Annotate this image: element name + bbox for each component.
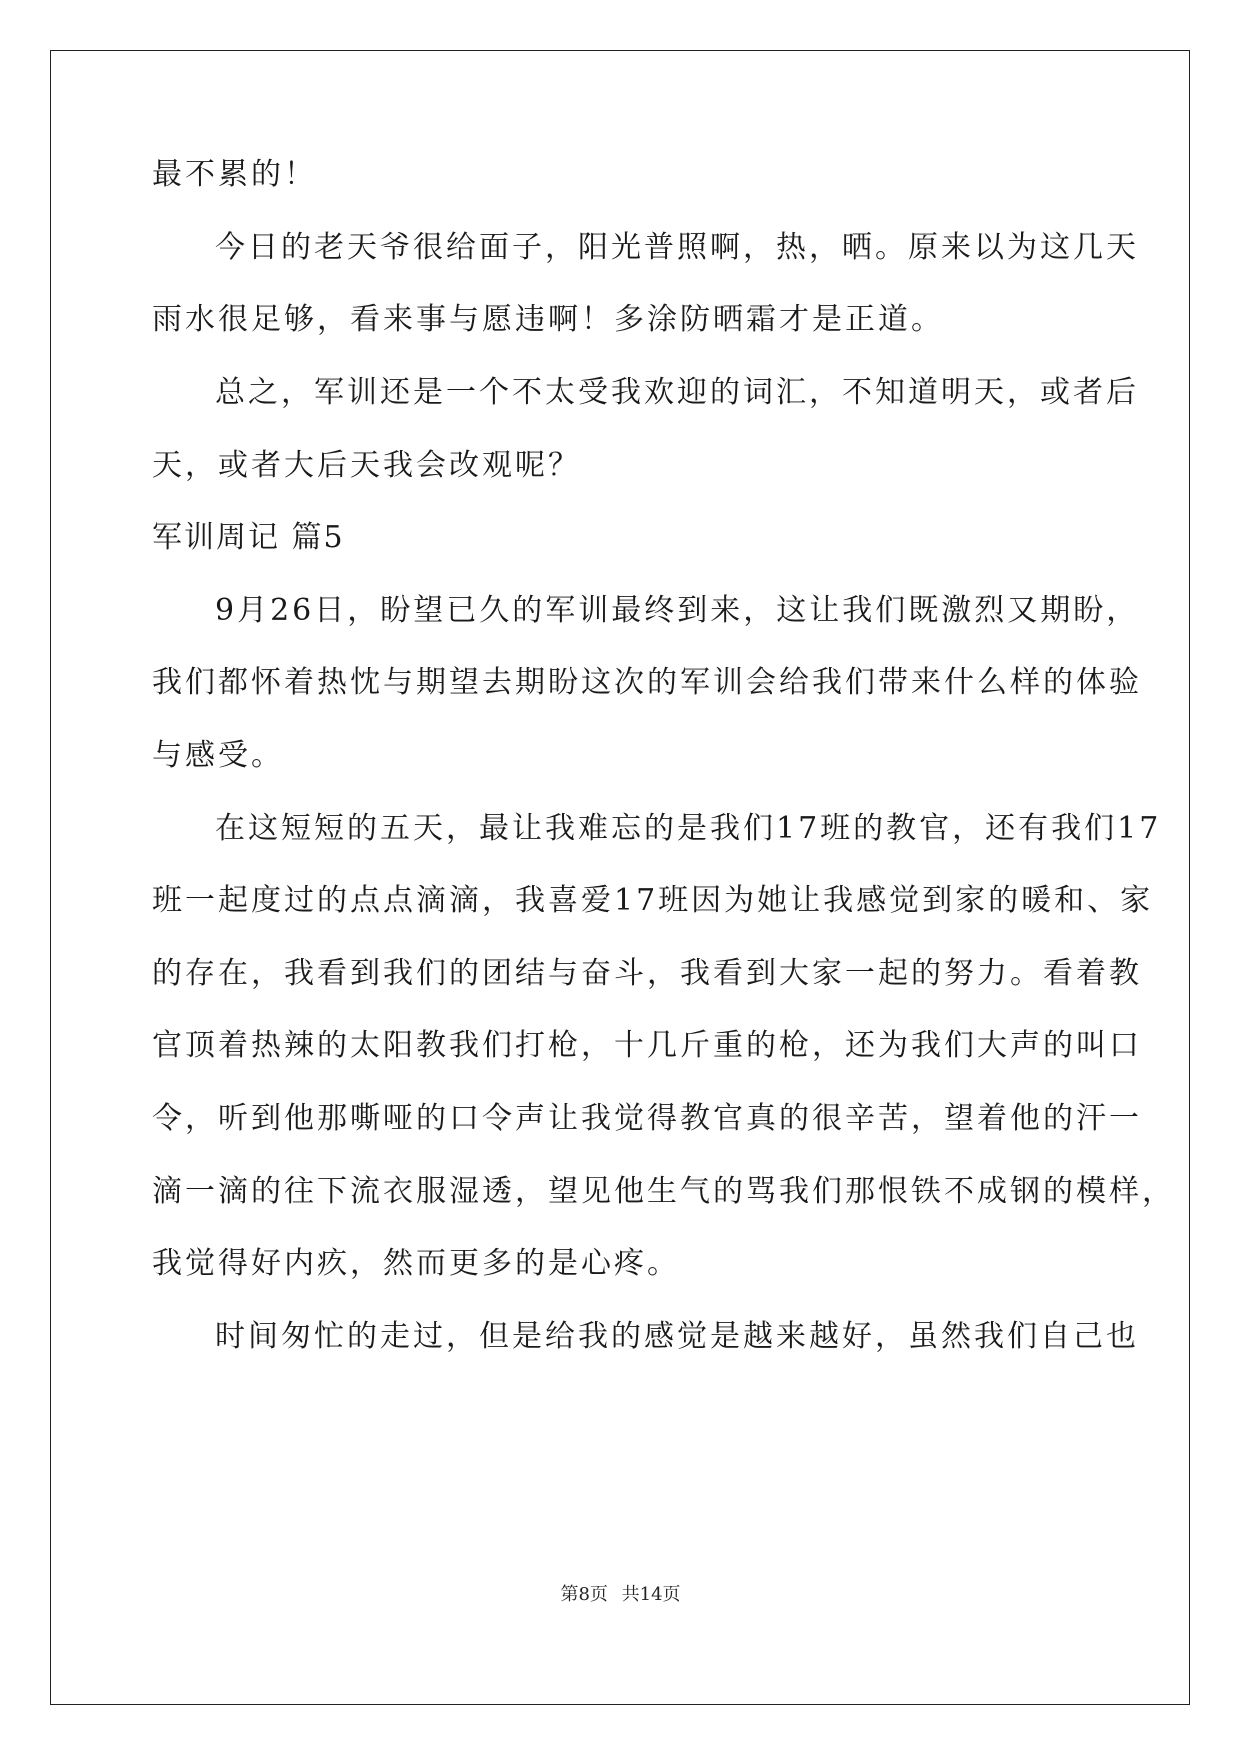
text-line: 在这短短的五天，最让我难忘的是我们17班的教官，还有我们17 <box>215 811 1162 846</box>
text-line: 我觉得好内疚，然而更多的是心疼。 <box>152 1246 680 1281</box>
text-line: 我们都怀着热忱与期望去期盼这次的军训会给我们带来什么样的体验 <box>152 665 1142 700</box>
text-line: 最不累的！ <box>152 157 317 192</box>
page-footer <box>0 1584 1241 1606</box>
page-total: 共14页 <box>621 1584 681 1605</box>
text-line: 9月26日，盼望已久的军训最终到来，这让我们既激烈又期盼， <box>215 593 1140 628</box>
text-line: 总之，军训还是一个不太受我欢迎的词汇，不知道明天，或者后 <box>215 375 1139 410</box>
text-line: 滴一滴的往下流衣服湿透，望见他生气的骂我们那恨铁不成钢的模样， <box>152 1174 1175 1209</box>
section-heading: 军训周记 篇5 <box>152 520 345 555</box>
text-line: 今日的老天爷很给面子，阳光普照啊，热，晒。原来以为这几天 <box>215 230 1139 265</box>
text-line: 班一起度过的点点滴滴，我喜爱17班因为她让我感觉到家的暖和、家 <box>152 883 1154 918</box>
text-line: 时间匆忙的走过，但是给我的感觉是越来越好，虽然我们自己也 <box>215 1319 1139 1354</box>
text-line: 天，或者大后天我会改观呢？ <box>152 448 581 483</box>
text-line: 的存在，我看到我们的团结与奋斗，我看到大家一起的努力。看着教 <box>152 956 1142 991</box>
text-line: 官顶着热辣的太阳教我们打枪，十几斤重的枪，还为我们大声的叫口 <box>152 1028 1142 1063</box>
text-line: 与感受。 <box>152 738 284 773</box>
text-line: 令，听到他那嘶哑的口令声让我觉得教官真的很辛苦，望着他的汗一 <box>152 1101 1142 1136</box>
page-border <box>50 50 1190 1705</box>
text-line: 雨水很足够，看来事与愿违啊！多涂防晒霜才是正道。 <box>152 302 944 337</box>
page-number: 第8页 <box>560 1584 608 1605</box>
